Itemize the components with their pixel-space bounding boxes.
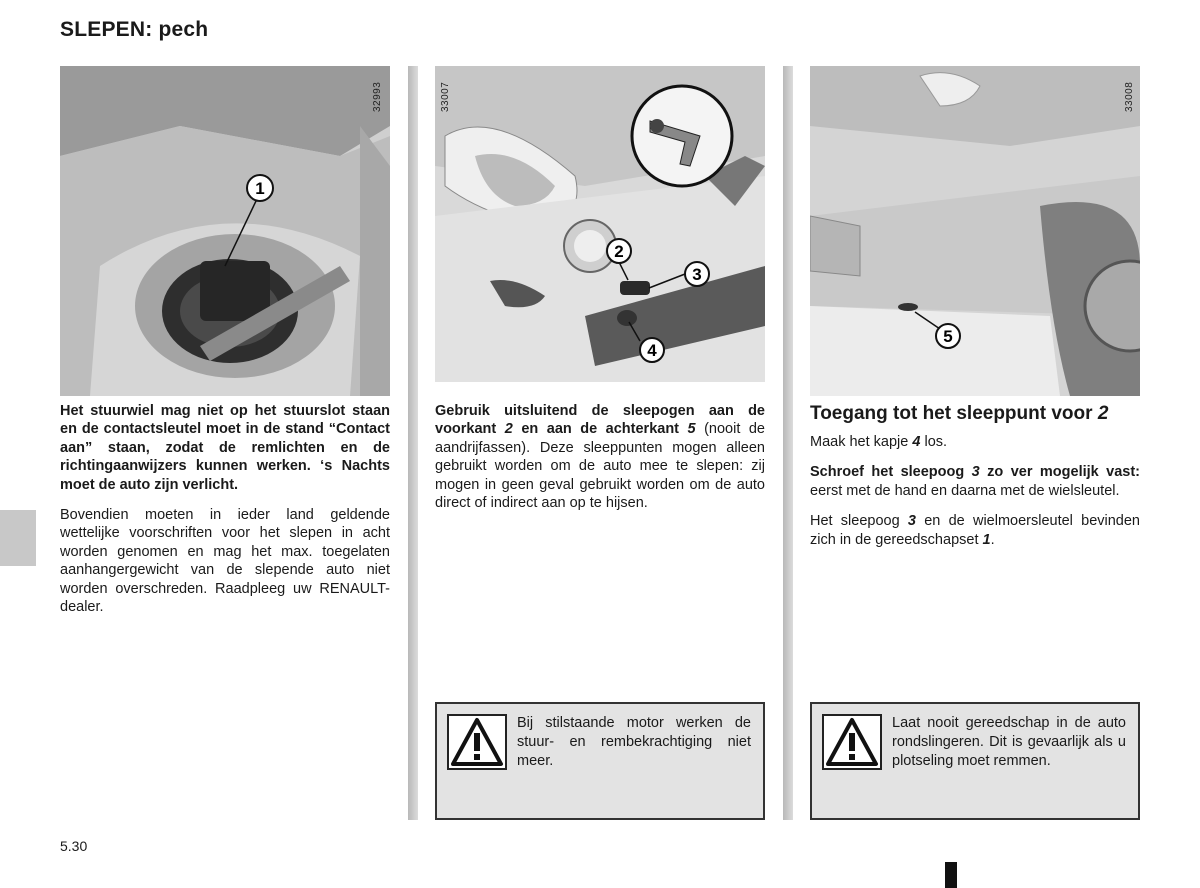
figure-trunk-toolkit bbox=[60, 66, 390, 396]
towing-eyes-text: Gebruik uitsluitend de sleepogen aan de voorkant 2 en aan de achterkant 5 (nooit de aandrijfassen). Deze sleeppunten mogen alleen gebruikt worden om de auto mee te slepen: zij mogen in geen geval gebruikt worden om de auto direct of indirect aan op te hijsen. bbox=[435, 403, 765, 512]
callout-2: 2 bbox=[614, 242, 624, 261]
figure-number: 33008 bbox=[1124, 81, 1135, 112]
column-divider bbox=[783, 66, 793, 820]
steering-lock-notice: Het stuurwiel mag niet op het stuurslot staan en de contactsleutel moet in de stand “Contact aan” staan, zodat de remlichten en de richtingaanwijzers kunnen werken. ‘s Nachts moet de auto zijn verlicht. bbox=[60, 403, 390, 493]
page-title: SLEPEN: pech bbox=[60, 18, 209, 41]
instruction-screw: Schroef het sleepoog 3 zo ver mogelijk vast: eerst met de hand en daarna met de wielsleutel. bbox=[810, 464, 1140, 499]
instruction-cap: Maak het kapje 4 los. bbox=[810, 434, 948, 450]
figure-front-bumper bbox=[435, 66, 765, 382]
callout-3: 3 bbox=[692, 265, 702, 284]
page-number: 5.30 bbox=[60, 838, 88, 854]
section-heading: Toegang tot het sleeppunt voor 2 bbox=[810, 403, 1109, 424]
warning-box bbox=[810, 702, 1140, 820]
instruction-location: Het sleepoog 3 en de wielmoersleutel bevinden zich in de gereedschapset 1. bbox=[810, 513, 1140, 548]
callout-1: 1 bbox=[255, 179, 265, 198]
page-edge-mark bbox=[945, 862, 957, 888]
warning-text: Laat nooit gereedschap in de auto rondslingeren. Dit is gevaarlijk als u plotseling moet remmen. bbox=[892, 715, 1126, 769]
warning-text: Bij stilstaande motor werken de stuur- en rembekrachtiging niet meer. bbox=[517, 715, 751, 769]
figure-number: 33007 bbox=[440, 81, 451, 112]
warning-triangle-icon bbox=[822, 714, 882, 770]
right-column bbox=[810, 402, 1140, 561]
callout-5: 5 bbox=[943, 327, 953, 346]
figure-number: 32993 bbox=[372, 81, 383, 112]
warning-box bbox=[435, 702, 765, 820]
left-column bbox=[60, 402, 390, 628]
callout-4: 4 bbox=[647, 341, 657, 360]
towing-regulations-text: Bovendien moeten in ieder land geldende wettelijke voorschriften voor het slepen in acht worden genomen en mag het max. toegelaten aanhangergewicht van de slepende auto niet worden overschreden. Raadpleeg uw RENAULT-dealer. bbox=[60, 507, 390, 616]
section-tab bbox=[0, 510, 36, 566]
column-divider bbox=[408, 66, 418, 820]
figure-rear-bumper bbox=[810, 66, 1140, 396]
middle-column bbox=[435, 402, 765, 524]
warning-triangle-icon bbox=[447, 714, 507, 770]
